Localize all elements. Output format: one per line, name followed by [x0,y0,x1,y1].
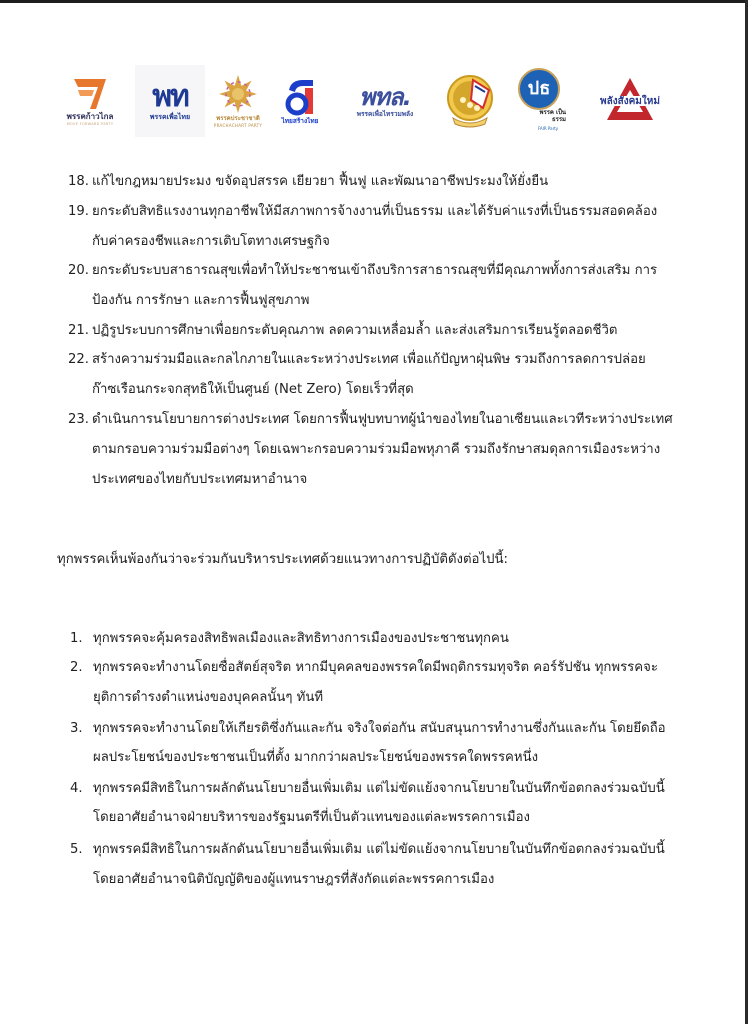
list-number: 20. [68,263,89,278]
pheu-thai-mark: พท [152,78,188,114]
list-item-text: ปฏิรูประบบการศึกษาเพื่อยกระดับคุณภาพ ลดความเหลื่อมล้ำ และส่งเสริมการเรียนรู้ตลอดชีวิต [92,323,618,338]
list-item-text: ยกระดับสิทธิแรงงานทุกอาชีพให้มีสภาพการจ้างงานที่เป็นธรรม และได้รับค่าแรงที่เป็นธรรมสอดคล้อง [92,204,658,219]
list-item-text: ป้องกัน การรักษา และการฟื้นฟูสุขภาพ [92,293,310,308]
list-item-text: ผลประโยชน์ของประชาชนเป็นที่ตั้ง มากกว่าผลประโยชน์ของพรรคใดพรรคหนึ่ง [93,750,539,765]
list-item-text: ก๊าซเรือนกระจกสุทธิให้เป็นศูนย์ (Net Zero) โดยเร็วที่สุด [92,382,414,397]
list-number: 22. [68,352,89,367]
fair-party-subcaption: FAIR Party [538,126,559,131]
list-item-text: ทุกพรรคจะทำงานโดยให้เกียรติซึ่งกันและกัน จริงใจต่อกัน สนับสนุนการทำงานซึ่งกันและกัน โดยยึดถือ [93,721,666,736]
fair-party-caption: พรรค เป็นธรรม [539,109,566,123]
list-item-text: โดยอาศัยอำนาจนิติบัญญัติของผู้แทนราษฎรที่สังกัดแต่ละพรรคการเมือง [93,872,495,887]
thai-sang-thai-mark-icon [285,78,315,116]
seal-emblem-icon [445,72,495,130]
logo-pheu-thai-party [135,65,205,137]
list-item-text: ทุกพรรคจะคุ้มครองสิทธิพลเมืองและสิทธิทางการเมืองของประชาชนทุกคน [93,631,509,646]
party-logos-row [50,65,680,137]
list-item-text: โดยอาศัยอำนาจฝ่ายบริหารของรัฐมนตรีที่เป็นตัวแทนของแต่ละพรรคการเมือง [93,810,530,825]
fair-party-mark: ปธ [527,78,551,99]
list-item-text: ทุกพรรคมีสิทธิในการผลักดันนโยบายอื่นเพิ่มเติม แต่ไม่ขัดแย้งจากนโยบายในบันทึกข้อตกลงร่วมฉบับนี้ [93,842,665,857]
logo-new-social-power-party [590,65,670,137]
logo-thai-sang-thai-party [275,65,325,137]
list-item-text: ทุกพรรคมีสิทธิในการผลักดันนโยบายอื่นเพิ่มเติม แต่ไม่ขัดแย้งจากนโยบายในบันทึกข้อตกลงร่วมฉบับนี้ [93,781,665,796]
list-item-text: กับค่าครองชีพและการเติบโตทางเศรษฐกิจ [92,234,330,249]
move-forward-logo-icon [72,77,108,111]
move-forward-subcaption: MOVE FORWARD PARTY [66,121,114,126]
list-number: 4. [70,781,83,796]
pheu-thai-caption: พรรคเพื่อไทย [149,112,191,121]
list-number: 3. [70,721,83,736]
fair-party-circle-icon [518,68,560,110]
document-page [0,3,745,1024]
new-social-power-caption: พลังสังคมใหม่ [600,96,660,107]
list-item-text: ตามกรอบความร่วมมือต่างๆ โดยเฉพาะกรอบความร่วมมือพหุภาคี รวมถึงรักษาสมดุลการเมืองระหว่าง [92,442,661,457]
list-number: 5. [70,842,83,857]
prachachat-subcaption: PRACHACHART PARTY [213,123,263,128]
principles-intro: ทุกพรรคเห็นพ้องกันว่าจะร่วมกันบริหารประเทศด้วยแนวทางการปฏิบัติดังต่อไปนี้: [57,552,508,567]
list-item-text: ดำเนินการนโยบายการต่างประเทศ โดยการฟื้นฟูบทบาทผู้นำของไทยในอาเซียนและเวทีระหว่างประเทศ [92,412,673,427]
list-number: 1. [70,631,83,646]
prachachat-caption: พรรคประชาชาติ [216,115,260,122]
move-forward-caption: พรรคก้าวไกล [66,111,114,121]
list-item-text: ยกระดับระบบสาธารณสุขเพื่อทำให้ประชาชนเข้าถึงบริการสาธารณสุขที่มีคุณภาพทั้งการส่งเสริม การ [92,263,658,278]
list-number: 21. [68,323,89,338]
list-item-text: ประเทศของไทยกับประเทศมหาอำนาจ [92,472,308,487]
logo-seri-ruam-thai-party [442,65,498,137]
logo-prachachat-party [208,65,268,137]
list-item-text: ยุติการดำรงตำแหน่งของบุคคลนั้นๆ ทันที [93,690,324,705]
logo-pheu-thai-ruam-palang-party [340,65,430,137]
logo-fair-party [512,65,572,137]
list-item-text: แก้ไขกฎหมายประมง ขจัดอุปสรรค เยียวยา ฟื้นฟู และพัฒนาอาชีพประมงให้ยั่งยืน [92,174,549,189]
list-number: 2. [70,660,83,675]
list-item-text: ทุกพรรคจะทำงานโดยซื่อสัตย์สุจริต หากมีบุคคลของพรรคใดมีพฤติกรรมทุจริต คอร์รัปชัน ทุกพรรคจะ [93,660,658,675]
ptrp-mark: พทล. [359,82,411,111]
thai-sang-thai-caption: ไทยสร้างไทย [281,116,319,125]
ptrp-caption: พรรคเพื่อไทรวมพลัง [356,109,414,118]
prachachat-star-icon [218,74,258,114]
list-number: 18. [68,174,89,189]
list-item-text: สร้างความร่วมมือและกลไกภายในและระหว่างประเทศ เพื่อแก้ปัญหาฝุ่นพิษ รวมถึงการลดการปล่อย [92,352,646,367]
logo-move-forward-party [50,65,130,137]
list-number: 19. [68,204,89,219]
list-number: 23. [68,412,89,427]
